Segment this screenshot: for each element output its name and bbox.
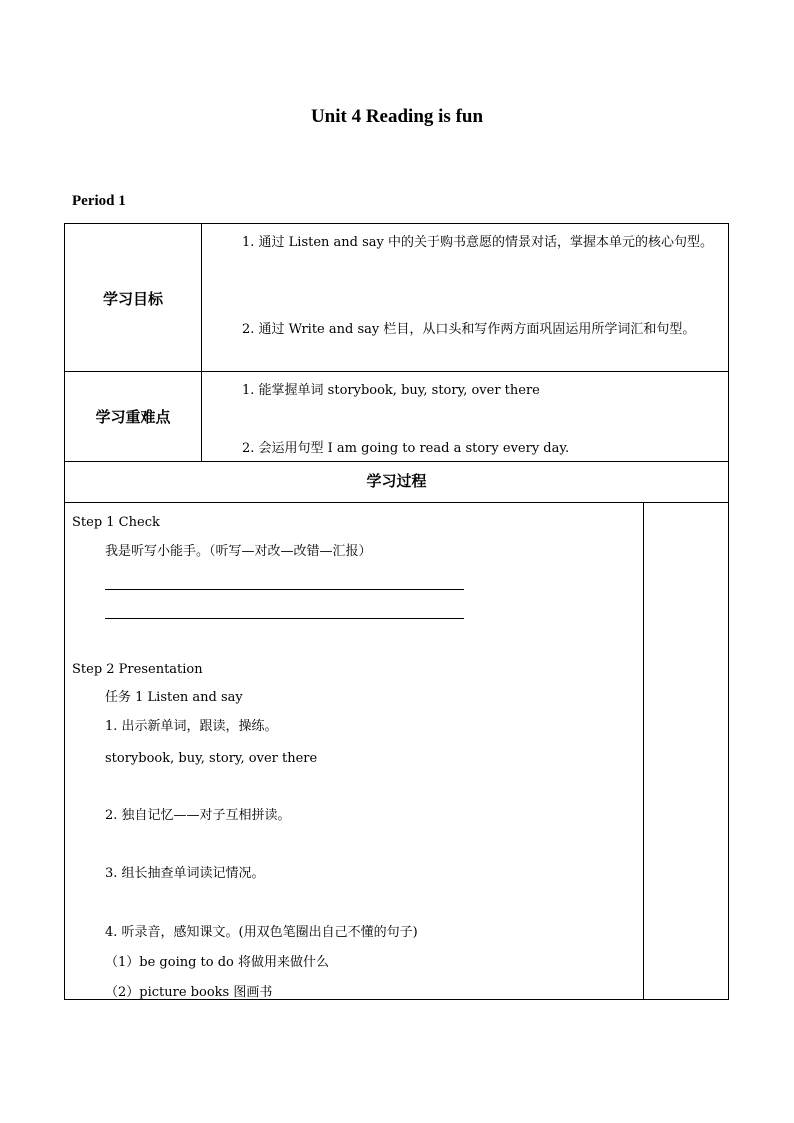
notes-column-divider (643, 502, 644, 999)
step-title: Step 1 Check (72, 515, 160, 530)
objective-item: 2. 通过 Write and say 栏目，从口头和写作两方面巩固运用所学词汇和句型。 (242, 322, 696, 337)
vocabulary-words: storybook, buy, story, over there (105, 751, 318, 766)
process-item: 4. 听录音，感知课文。(用双色笔圈出自己不懂的句子) (105, 925, 418, 940)
lesson-table (64, 223, 729, 1000)
process-subitem: （2）picture books 图画书 (105, 985, 273, 1000)
period-label: Period 1 (72, 193, 126, 209)
step-text: 我是听写小能手。（听写—对改—改错—汇报） (105, 544, 372, 559)
key-point-item: 1. 能掌握单词 storybook, buy, story, over there (242, 383, 540, 398)
process-item: 2. 独自记忆——对子互相拼读。 (105, 808, 291, 823)
process-item: 1. 出示新单词，跟读，操练。 (105, 719, 278, 734)
key-points-label: 学习重难点 (95, 408, 171, 426)
key-point-item: 2. 会运用句型 I am going to read a story every day. (242, 441, 570, 456)
objectives-label: 学习目标 (102, 290, 163, 308)
document-title: Unit 4 Reading is fun (310, 106, 484, 127)
step-title: Step 2 Presentation (72, 662, 203, 677)
label-column-divider (201, 224, 202, 461)
answer-line (105, 618, 464, 619)
row-divider (65, 502, 728, 503)
row-divider (65, 461, 728, 462)
process-item: 3. 组长抽查单词读记情况。 (105, 866, 265, 881)
task-title: 任务 1 Listen and say (105, 690, 243, 705)
objective-item: 1. 通过 Listen and say 中的关于购书意愿的情景对话，掌握本单元的核心句型。 (242, 235, 714, 250)
row-divider (65, 371, 728, 372)
process-header: 学习过程 (366, 472, 427, 490)
process-subitem: （1）be going to do 将做用来做什么 (105, 955, 330, 970)
answer-line (105, 589, 464, 590)
